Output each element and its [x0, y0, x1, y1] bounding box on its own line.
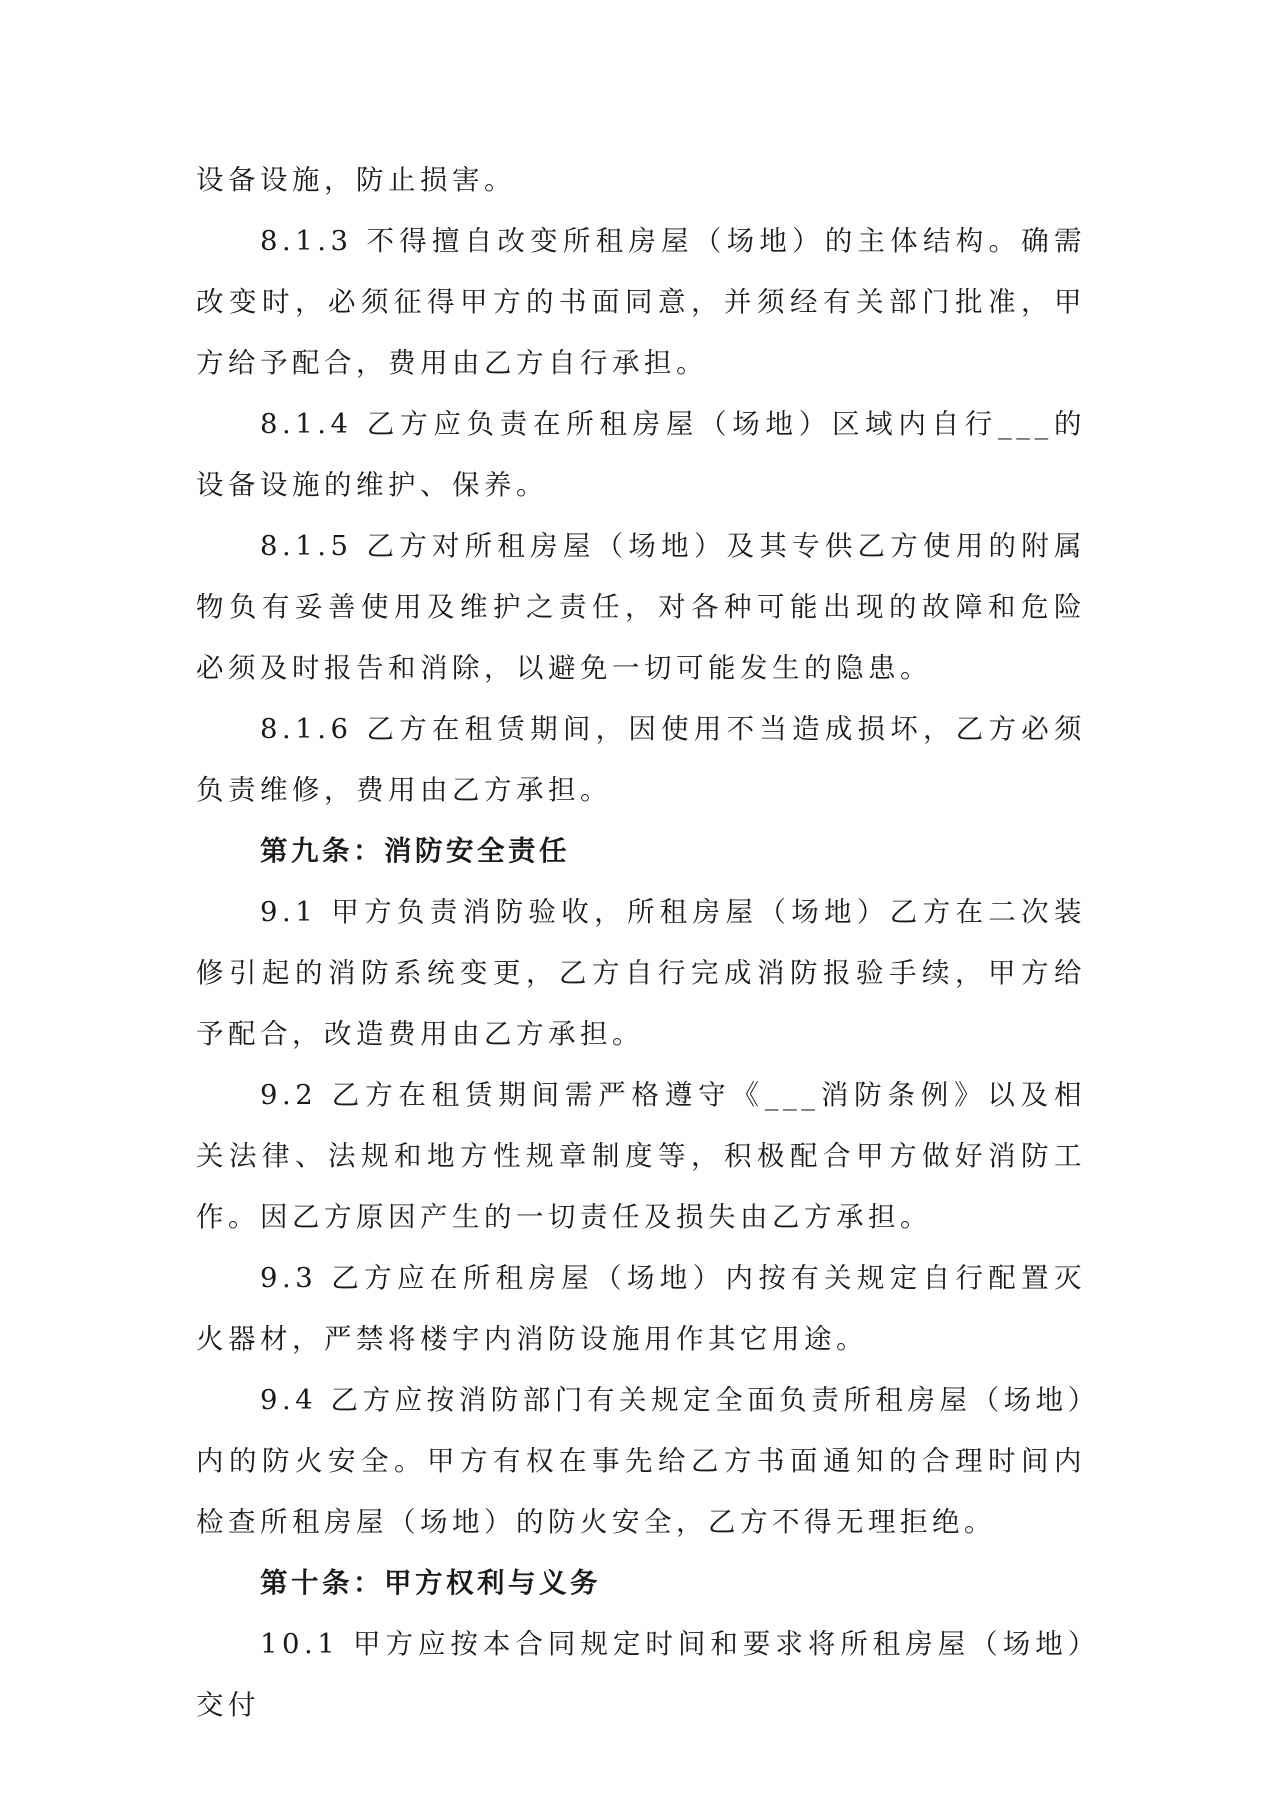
clause-9-2: 9.2 乙方在租赁期间需严格遵守《___消防条例》以及相关法律、法规和地方性规章制度等，积极配合甲方做好消防工作。因乙方原因产生的一切责任及损失由乙方承担。: [196, 1079, 1086, 1233]
article-10-heading: 第十条：甲方权利与义务: [260, 1567, 601, 1599]
clause-8-1-4: 8.1.4 乙方应负责在所租房屋（场地）区域内自行___的设备设施的维护、保养。: [196, 408, 1086, 501]
paragraph-continuation: 设备设施，防止损害。: [196, 164, 516, 196]
clause-8-1-6: 8.1.6 乙方在租赁期间，因使用不当造成损坏，乙方必须负责维修，费用由乙方承担。: [196, 713, 1086, 806]
clause-9-3: 9.3 乙方应在所租房屋（场地）内按有关规定自行配置灭火器材，严禁将楼宇内消防设施用作其它用途。: [196, 1262, 1086, 1355]
clause-10-1: 10.1 甲方应按本合同规定时间和要求将所租房屋（场地）交付: [196, 1628, 1086, 1721]
clause-8-1-3: 8.1.3 不得擅自改变所租房屋（场地）的主体结构。确需改变时，必须征得甲方的书面同意，并须经有关部门批准，甲方给予配合，费用由乙方自行承担。: [196, 225, 1086, 379]
document-body: [196, 150, 1086, 1736]
clause-9-1: 9.1 甲方负责消防验收，所租房屋（场地）乙方在二次装修引起的消防系统变更，乙方自行完成消防报验手续，甲方给予配合，改造费用由乙方承担。: [196, 896, 1086, 1050]
clause-9-4: 9.4 乙方应按消防部门有关规定全面负责所租房屋（场地）内的防火安全。甲方有权在事先给乙方书面通知的合理时间内检查所租房屋（场地）的防火安全，乙方不得无理拒绝。: [196, 1384, 1086, 1538]
clause-8-1-5: 8.1.5 乙方对所租房屋（场地）及其专供乙方使用的附属物负有妥善使用及维护之责任，对各种可能出现的故障和危险必须及时报告和消除，以避免一切可能发生的隐患。: [196, 530, 1086, 684]
article-9-heading: 第九条：消防安全责任: [260, 835, 570, 867]
